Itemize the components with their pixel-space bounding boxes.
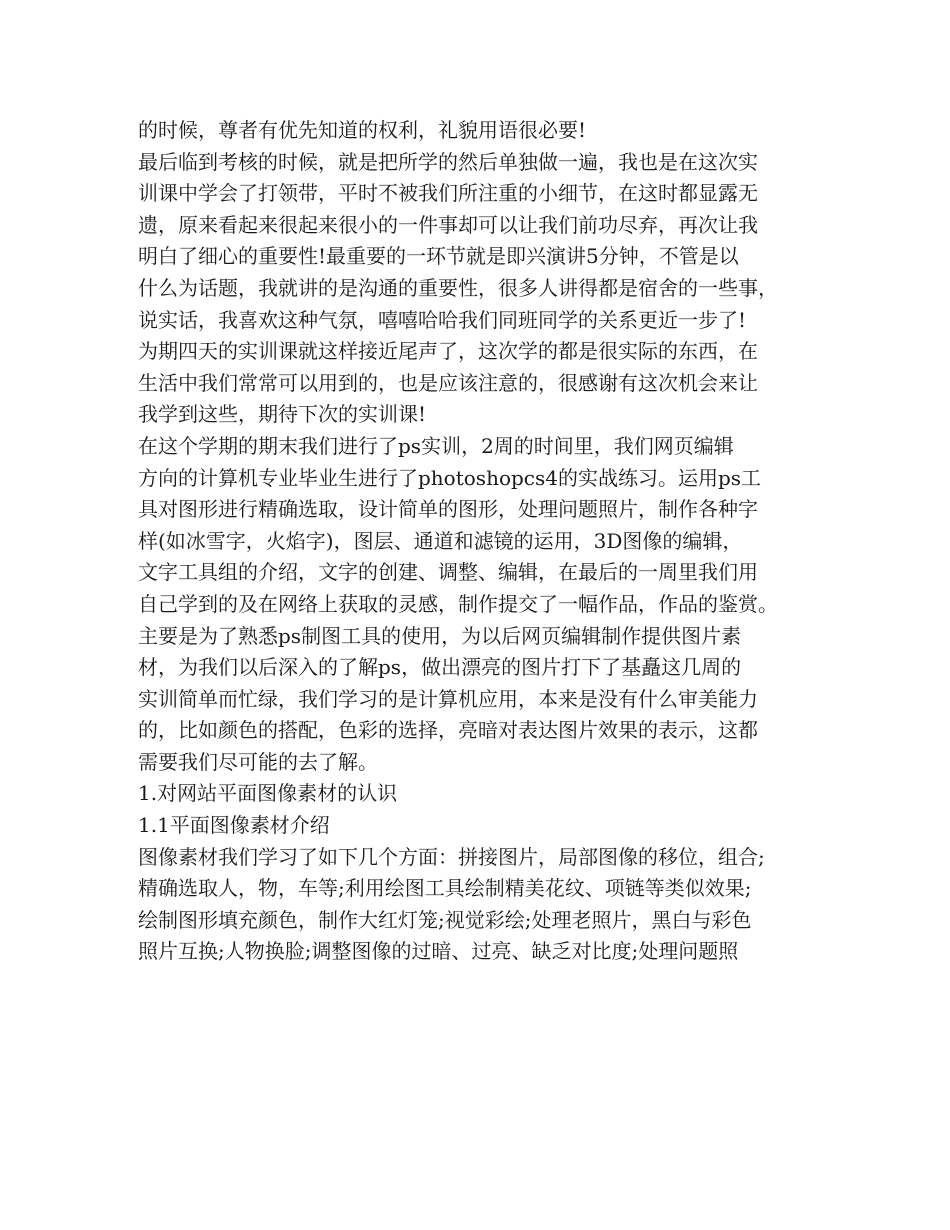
- text-line: 训课中学会了打领带，平时不被我们所注重的小细节，在这时都显露无: [138, 181, 758, 206]
- text-line: 方向的计算机专业毕业生进行了photoshopcs4的实战练习。运用ps工: [138, 465, 762, 490]
- text-line: 什么为话题，我就讲的是沟通的重要性，很多人讲得都是宿舍的一些事，: [138, 275, 778, 300]
- text-line: 最后临到考核的时候，就是把所学的然后单独做一遍，我也是在这次实: [138, 149, 758, 174]
- text-line: 在这个学期的期末我们进行了ps实训，2周的时间里，我们网页编辑: [138, 433, 734, 458]
- text-line: 材，为我们以后深入的了解ps，做出漂亮的图片打下了基矗这几周的: [138, 655, 742, 680]
- text-line: 实训简单而忙绿，我们学习的是计算机应用，本来是没有什么审美能力: [138, 686, 758, 711]
- text-line: 具对图形进行精确选取，设计简单的图形，处理问题照片，制作各种字: [138, 497, 758, 522]
- text-line: 为期四天的实训课就这样接近尾声了，这次学的都是很实际的东西，在: [138, 339, 758, 364]
- text-line: 文字工具组的介绍，文字的创建、调整、编辑，在最后的一周里我们用: [138, 560, 758, 585]
- text-line: 明白了细心的重要性!最重要的一环节就是即兴演讲5分钟，不管是以: [138, 244, 739, 269]
- text-line: 照片互换;人物换脸;调整图像的过暗、过亮、缺乏对比度;处理问题照: [138, 939, 739, 964]
- text-line: 精确选取人，物，车等;利用绘图工具绘制精美花纹、项链等类似效果;: [138, 876, 752, 901]
- body-text: [138, 115, 838, 968]
- text-line: 主要是为了熟悉ps制图工具的使用，为以后网页编辑制作提供图片素: [138, 623, 742, 648]
- text-line: 样(如冰雪字，火焰字)，图层、通道和滤镜的运用，3D图像的编辑，: [138, 528, 743, 553]
- text-line: 生活中我们常常可以用到的，也是应该注意的，很感谢有这次机会来让: [138, 370, 758, 395]
- text-line: 遗，原来看起来很起来很小的一件事却可以让我们前功尽弃，再次让我: [138, 212, 758, 237]
- text-line: 说实话，我喜欢这种气氛，嘻嘻哈哈我们同班同学的关系更近一步了!: [138, 307, 747, 332]
- text-line: 绘制图形填充颜色，制作大红灯笼;视觉彩绘;处理老照片，黑白与彩色: [138, 907, 752, 932]
- text-line: 我学到这些，期待下次的实训课!: [138, 402, 427, 427]
- text-line: 自己学到的及在网络上获取的灵感，制作提交了一幅作品，作品的鉴赏。: [138, 591, 778, 616]
- text-line: 的，比如颜色的搭配，色彩的选择，亮暗对表达图片效果的表示，这都: [138, 718, 758, 743]
- section-heading: 1.对网站平面图像素材的认识: [138, 781, 398, 806]
- text-line: 的时候，尊者有优先知道的权利，礼貌用语很必要!: [138, 118, 587, 142]
- subsection-heading: 1.1平面图像素材介绍: [138, 813, 330, 838]
- text-line: 图像素材我们学习了如下几个方面：拼接图片，局部图像的移位，组合;: [138, 844, 765, 869]
- text-line: 需要我们尽可能的去了解。: [138, 749, 378, 774]
